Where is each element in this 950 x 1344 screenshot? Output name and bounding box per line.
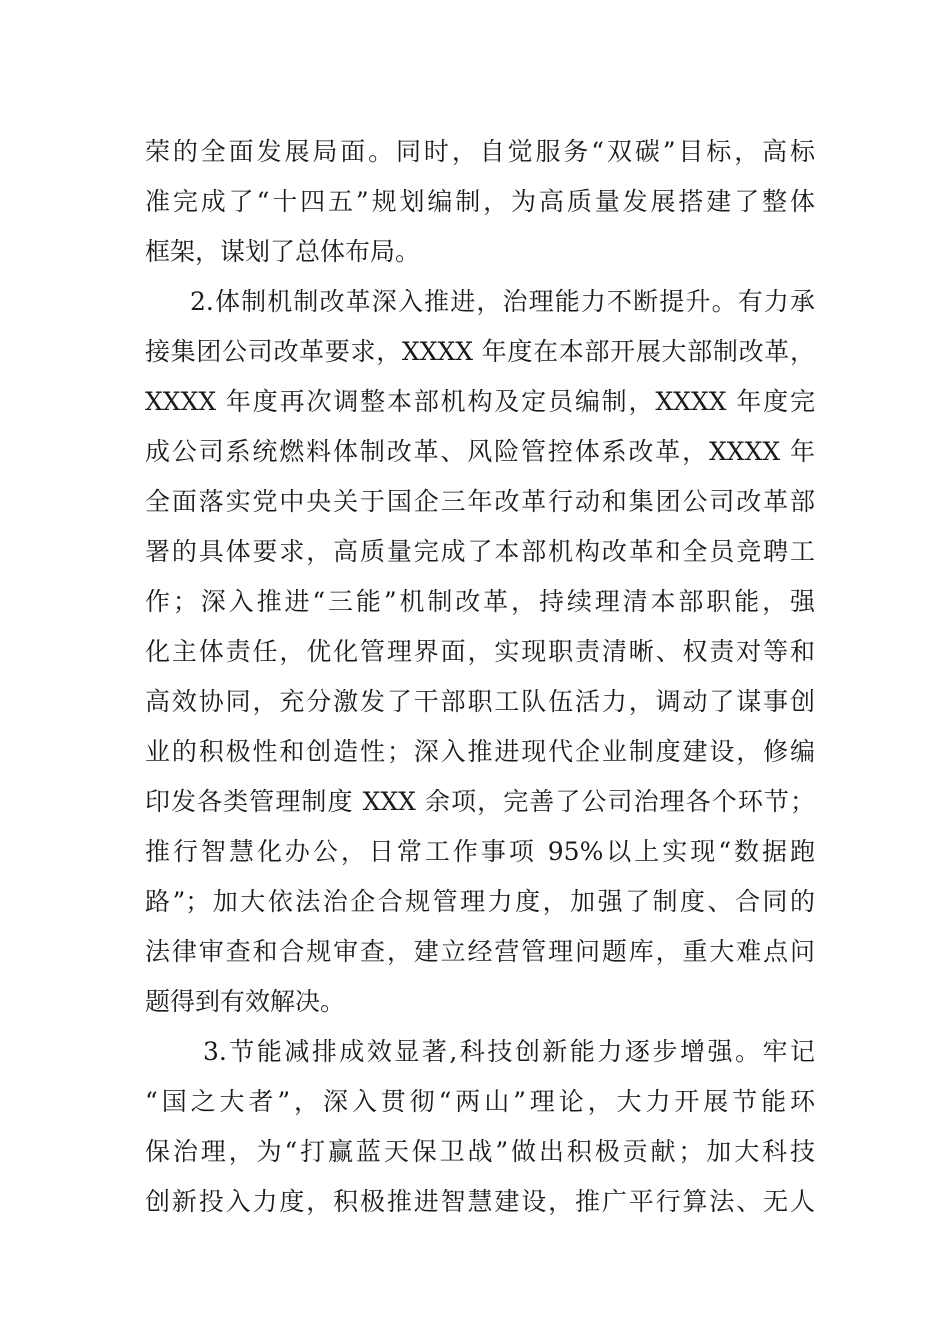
paragraph-2-line-10: 业的积极性和创造性；深入推进现代企业制度建设，修编	[145, 737, 815, 766]
paragraph-2-line-3: XXXX 年度再次调整本部机构及定员编制，XXXX 年度完	[145, 387, 815, 416]
paragraph-2-line-13: 路”；加大依法治企合规管理力度，加强了制度、合同的	[145, 887, 815, 916]
paragraph-1-line-1: 荣的全面发展局面。同时，自觉服务“双碳”目标，高标	[145, 137, 815, 166]
paragraph-2-line-5: 全面落实党中央关于国企三年改革行动和集团公司改革部	[145, 487, 815, 516]
paragraph-2-line-12: 推行智慧化办公，日常工作事项 95%以上实现“数据跑	[145, 837, 815, 866]
paragraph-2-line-2: 接集团公司改革要求，XXXX 年度在本部开展大部制改革，	[145, 337, 815, 366]
paragraph-2-line-11: 印发各类管理制度 XXX 余项，完善了公司治理各个环节；	[145, 787, 815, 816]
paragraph-3-line-1: 3.节能减排成效显著,科技创新能力逐步增强。牢记	[203, 1037, 815, 1066]
paragraph-2-line-4: 成公司系统燃料体制改革、风险管控体系改革，XXXX 年	[145, 437, 815, 466]
paragraph-1-line-2: 准完成了“十四五”规划编制，为高质量发展搭建了整体	[145, 187, 815, 216]
paragraph-2-line-8: 化主体责任，优化管理界面，实现职责清晰、权责对等和	[145, 637, 815, 666]
paragraph-1-line-3: 框架，谋划了总体布局。	[145, 237, 421, 266]
paragraph-2-line-9: 高效协同，充分激发了干部职工队伍活力，调动了谋事创	[145, 687, 815, 716]
paragraph-2-line-7: 作；深入推进“三能”机制改革，持续理清本部职能，强	[145, 587, 815, 616]
paragraph-2-line-14: 法律审查和合规审查，建立经营管理问题库，重大难点问	[145, 937, 815, 966]
paragraph-2-line-1: 2.体制机制改革深入推进，治理能力不断提升。有力承	[190, 287, 815, 316]
paragraph-3-line-2: “国之大者”，深入贯彻“两山”理论，大力开展节能环	[145, 1087, 815, 1116]
paragraph-2-line-15: 题得到有效解决。	[145, 987, 346, 1016]
paragraph-3-line-4: 创新投入力度，积极推进智慧建设，推广平行算法、无人	[145, 1187, 815, 1216]
paragraph-2-line-6: 署的具体要求，高质量完成了本部机构改革和全员竞聘工	[145, 537, 815, 566]
paragraph-3-line-3: 保治理，为“打赢蓝天保卫战”做出积极贡献；加大科技	[145, 1137, 815, 1166]
